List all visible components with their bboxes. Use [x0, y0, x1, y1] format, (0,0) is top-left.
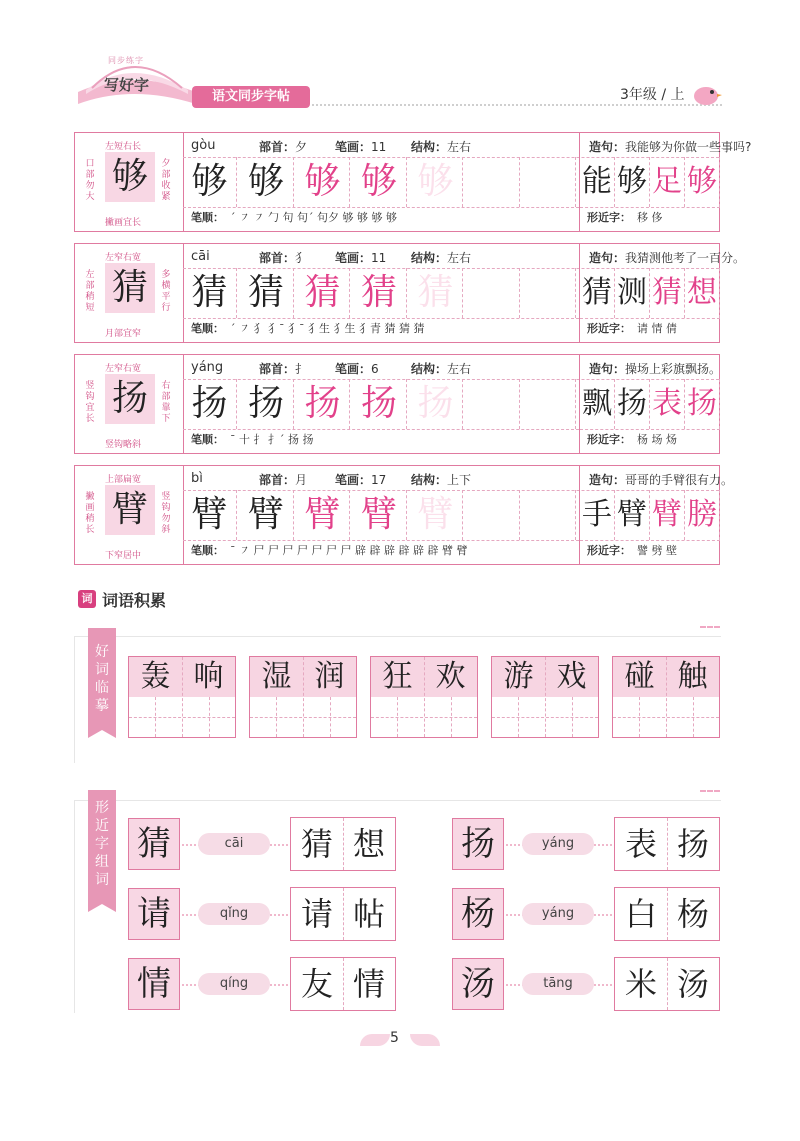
practice-cell [466, 379, 520, 429]
grid-line [330, 697, 331, 737]
practice-cell [466, 157, 520, 207]
compound-char: 杨 [676, 895, 709, 933]
word-grid [580, 157, 720, 208]
model-character: 臂 [111, 489, 148, 530]
word-cell: 臂 [615, 490, 650, 540]
word-cell: 手 [580, 490, 615, 540]
pinyin: cāi [191, 249, 210, 264]
character-info-line [183, 244, 746, 269]
grid-line [209, 697, 210, 737]
grid-line [492, 717, 598, 718]
section-title: 词语积累 [102, 591, 167, 610]
strokes-label: 笔画：17 [335, 473, 387, 487]
tip-left: 竖钩宜长 [85, 381, 95, 424]
tip-bottom: 竖钩略斜 [105, 440, 142, 450]
character-card [74, 132, 752, 232]
strokes-label: 笔画：6 [335, 362, 379, 376]
pinyin: yáng [191, 360, 224, 375]
tip-bottom: 月部宜窄 [105, 329, 142, 339]
grid-line [182, 657, 183, 737]
pinyin: gòu [191, 138, 216, 153]
ribbon-char: 摹 [95, 698, 109, 714]
copy-word-char: 触 [677, 659, 708, 694]
header-tag: 语文同步字帖 [192, 86, 310, 108]
character-info-line [183, 355, 722, 380]
grid-line [343, 818, 344, 870]
compound-char: 情 [352, 965, 385, 1003]
copy-word-char: 湿 [261, 659, 292, 694]
tip-right: 夕部收紧 [161, 159, 171, 202]
grid-line [343, 958, 344, 1010]
model-character-box [105, 263, 155, 313]
tip-bottom: 下窄居中 [105, 551, 142, 561]
compound-char: 白 [624, 895, 657, 933]
ribbon-char: 词 [95, 662, 109, 678]
grid-line [129, 717, 235, 718]
tip-left: 口部勿大 [85, 159, 95, 202]
practice-cell: 臂 [353, 490, 407, 540]
copy-word-char: 响 [193, 659, 224, 694]
compound-char: 猜 [300, 825, 333, 863]
radical-label: 部首：犭 [259, 251, 308, 265]
compound-word-box [614, 817, 720, 871]
compound-char: 扬 [676, 825, 709, 863]
similar-chars-line: 形近字： 譬 劈 壁 [587, 544, 677, 557]
practice-cell [522, 268, 576, 318]
compound-char: 请 [300, 895, 333, 933]
tip-top: 左窄右宽 [105, 364, 142, 374]
ribbon-tail-icon [88, 726, 116, 738]
practice-grid [183, 490, 579, 541]
character-card [74, 243, 746, 343]
copy-word-char: 轰 [140, 659, 171, 694]
tip-top: 上部扁宽 [105, 475, 142, 485]
word-cell: 能 [580, 157, 615, 207]
grid-line [667, 888, 668, 940]
practice-cell: 扬 [240, 379, 294, 429]
practice-grid [183, 379, 579, 430]
practice-cell [522, 379, 576, 429]
compound-word-box [290, 817, 396, 871]
similar-char-box: 请 [128, 888, 180, 940]
grid-line [639, 697, 640, 737]
copy-word-box [249, 656, 357, 738]
grid-line [667, 818, 668, 870]
character-info-line [183, 133, 752, 158]
similar-char-box: 扬 [452, 818, 504, 870]
compound-word-box [614, 887, 720, 941]
sentence-line: 造句：我猜测他考了一百分。 [589, 251, 746, 265]
word-cell: 测 [615, 268, 650, 318]
similar-chars-line: 形近字： 请 情 倩 [587, 322, 677, 335]
word-cell: 猜 [650, 268, 685, 318]
copy-word-char: 碰 [624, 659, 655, 694]
word-cell: 猜 [580, 268, 615, 318]
bird-icon [690, 80, 722, 108]
sentence-line: 造句：操场上彩旗飘扬。 [589, 362, 722, 376]
word-grid [580, 268, 720, 319]
compound-word-box [290, 957, 396, 1011]
character-model-cell [75, 355, 184, 453]
compound-char: 汤 [676, 965, 709, 1003]
tip-right: 右部靠下 [161, 381, 171, 424]
deco-stripes [700, 626, 720, 634]
model-character-box [105, 152, 155, 202]
copy-word-box [128, 656, 236, 738]
tip-bottom: 撇画宜长 [105, 218, 142, 228]
practice-cell: 臂 [183, 490, 237, 540]
word-cell: 够 [615, 157, 650, 207]
grid-line [303, 657, 304, 737]
practice-cell: 猜 [409, 268, 463, 318]
word-cell: 膀 [685, 490, 720, 540]
radical-label: 部首：夕 [259, 140, 308, 154]
word-grid [580, 490, 720, 541]
strokes-label: 笔画：11 [335, 251, 387, 265]
copy-word-box [612, 656, 720, 738]
tip-left: 左部稍短 [85, 270, 95, 313]
copy-word-char: 戏 [556, 659, 587, 694]
ribbon-tail-icon [88, 900, 116, 912]
model-character: 猜 [111, 267, 148, 308]
similar-char-box: 情 [128, 958, 180, 1010]
tip-right: 竖钩勿斜 [161, 492, 171, 535]
character-card [74, 465, 734, 565]
strokes-label: 笔画：11 [335, 140, 387, 154]
deco-stripes [700, 790, 720, 798]
grid-line [667, 958, 668, 1010]
word-cell: 表 [650, 379, 685, 429]
grid-line [276, 697, 277, 737]
header-divider [312, 104, 722, 106]
practice-cell: 臂 [409, 490, 463, 540]
practice-cell [466, 490, 520, 540]
word-cell: 扬 [615, 379, 650, 429]
practice-cell: 猜 [183, 268, 237, 318]
grid-line [250, 717, 356, 718]
radical-label: 部首：月 [259, 473, 308, 487]
ribbon-char: 形 [95, 800, 109, 816]
stroke-order-line: 笔顺： ˉ ㇇ 尸 尸 尸 尸 尸 尸 尸 辟 辟 辟 辟 辟 辟 臂 臂 [191, 544, 468, 557]
pinyin-pill: yáng [522, 903, 594, 925]
character-model-cell [75, 466, 184, 564]
stroke-order-line: 笔顺： ˊ ㇇ 犭 犭ˉ 犭ˉ 犭生 犭生 犭青 猜 猜 猜 [191, 322, 425, 335]
grid-line [572, 697, 573, 737]
copy-word-box [491, 656, 599, 738]
copy-word-char: 游 [503, 659, 534, 694]
compound-word-box [614, 957, 720, 1011]
stroke-order-line: 笔顺： ˉ 十 扌 扌ˊ 扬 扬 [191, 433, 314, 446]
grid-line [693, 697, 694, 737]
ribbon-char: 好 [95, 644, 109, 660]
grid-line [397, 697, 398, 737]
pinyin-pill: tāng [522, 973, 594, 995]
book-title: 写好字 [104, 76, 150, 94]
copy-panel-ribbon [88, 628, 116, 728]
grid-line [371, 717, 477, 718]
compound-char: 米 [624, 965, 657, 1003]
word-cell: 飘 [580, 379, 615, 429]
ribbon-char: 临 [95, 680, 109, 696]
grid-line [518, 697, 519, 737]
pinyin-pill: cāi [198, 833, 270, 855]
compound-word-box [290, 887, 396, 941]
ribbon-char: 组 [95, 854, 109, 870]
practice-cell: 够 [353, 157, 407, 207]
similar-char-box: 汤 [452, 958, 504, 1010]
copy-word-char: 狂 [382, 659, 413, 694]
practice-cell [466, 268, 520, 318]
practice-cell: 够 [183, 157, 237, 207]
tip-top: 左窄右宽 [105, 253, 142, 263]
practice-cell: 扬 [183, 379, 237, 429]
practice-cell: 猜 [240, 268, 294, 318]
word-grid [580, 379, 720, 430]
model-character: 扬 [111, 378, 148, 419]
grid-line [451, 697, 452, 737]
character-info-line [183, 466, 734, 491]
similar-char-box: 猜 [128, 818, 180, 870]
grade-label: 3年级 / 上 [620, 87, 685, 103]
model-character-box [105, 374, 155, 424]
structure-label: 结构：左右 [411, 140, 472, 154]
practice-cell: 扬 [296, 379, 350, 429]
grid-line [343, 888, 344, 940]
stroke-order-line: 笔顺： ˊ ㇇ ㇇ 勹 句 句ˊ 句夕 够 够 够 够 [191, 211, 397, 224]
ribbon-char: 近 [95, 818, 109, 834]
ribbon-char: 词 [95, 872, 109, 888]
sentence-line: 造句：我能够为你做一些事吗? [589, 140, 752, 154]
copy-word-box [370, 656, 478, 738]
practice-cell: 猜 [353, 268, 407, 318]
page-number: 5 [390, 1030, 399, 1046]
structure-label: 结构：左右 [411, 251, 472, 265]
radical-label: 部首：扌 [259, 362, 308, 376]
character-model-cell [75, 133, 184, 231]
tip-top: 左短右长 [105, 142, 142, 152]
grid-line [613, 717, 719, 718]
practice-cell [522, 490, 576, 540]
pinyin-pill: qǐng [198, 903, 270, 925]
book-small-text: 同步练字 [108, 56, 144, 65]
similar-chars-line: 形近字： 移 侈 [587, 211, 663, 224]
compound-char: 表 [624, 825, 657, 863]
compound-char: 想 [352, 825, 385, 863]
leaf-left-icon [360, 1034, 390, 1046]
grid-line [666, 657, 667, 737]
practice-cell: 够 [240, 157, 294, 207]
character-card [74, 354, 720, 454]
practice-cell: 猜 [296, 268, 350, 318]
book-section-icon: 词 [78, 590, 96, 608]
similar-chars-line: 形近字： 杨 场 炀 [587, 433, 677, 446]
similar-char-box: 杨 [452, 888, 504, 940]
practice-cell [522, 157, 576, 207]
pinyin-pill: yáng [522, 833, 594, 855]
model-character: 够 [111, 156, 148, 197]
ribbon-char: 字 [95, 836, 109, 852]
grid-line [424, 657, 425, 737]
leaf-right-icon [410, 1034, 440, 1046]
practice-cell: 臂 [240, 490, 294, 540]
practice-cell: 扬 [409, 379, 463, 429]
tip-left: 撇画稍长 [85, 492, 95, 535]
model-character-box [105, 485, 155, 535]
structure-label: 结构：上下 [411, 473, 472, 487]
word-cell: 想 [685, 268, 720, 318]
copy-word-char: 欢 [435, 659, 466, 694]
word-cell: 够 [685, 157, 720, 207]
pinyin: bì [191, 471, 203, 486]
word-cell: 臂 [650, 490, 685, 540]
word-cell: 扬 [685, 379, 720, 429]
character-model-cell [75, 244, 184, 342]
practice-grid [183, 157, 579, 208]
sentence-line: 造句：哥哥的手臂很有力。 [589, 473, 734, 487]
word-cell: 足 [650, 157, 685, 207]
pinyin-pill: qíng [198, 973, 270, 995]
compound-char: 帖 [352, 895, 385, 933]
practice-cell: 够 [296, 157, 350, 207]
compound-char: 友 [300, 965, 333, 1003]
practice-cell: 臂 [296, 490, 350, 540]
copy-word-char: 润 [314, 659, 345, 694]
grid-line [545, 657, 546, 737]
grid-line [155, 697, 156, 737]
practice-cell: 够 [409, 157, 463, 207]
practice-cell: 扬 [353, 379, 407, 429]
tip-right: 多横平行 [161, 270, 171, 313]
similar-panel-ribbon [88, 790, 116, 902]
practice-grid [183, 268, 579, 319]
structure-label: 结构：左右 [411, 362, 472, 376]
